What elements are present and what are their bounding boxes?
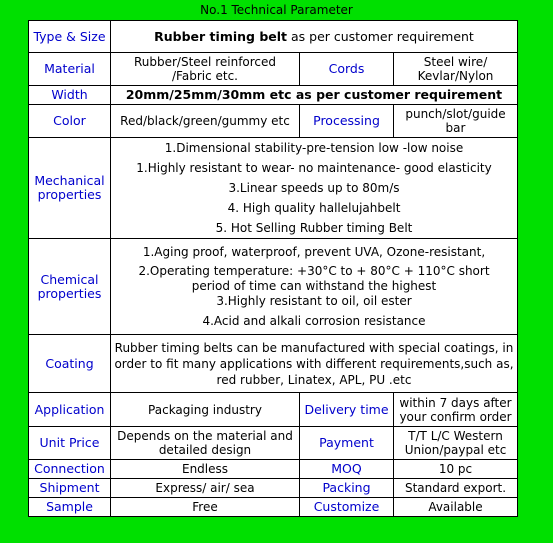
material-value: Rubber/Steel reinforced /Fabric etc.: [111, 53, 300, 86]
cords-label: Cords: [300, 53, 394, 86]
payment-value: T/T L/C Western Union/paypal etc: [394, 427, 518, 460]
mechanical-line: 5. Hot Selling Rubber timing Belt: [215, 221, 413, 235]
type-size-value: [111, 21, 518, 53]
unit-price-value: Depends on the material and detailed design: [111, 427, 300, 460]
moq-value: 10 pc: [394, 460, 518, 479]
mechanical-label: Mechanical properties: [29, 138, 111, 239]
processing-value: punch/slot/guide bar: [394, 105, 518, 138]
table-row: [29, 479, 518, 498]
mechanical-value: [111, 138, 518, 239]
coating-label: Coating: [29, 335, 111, 393]
table-row: [29, 53, 518, 86]
type-size-value-rest: as per customer requirement: [287, 28, 474, 44]
width-label: Width: [29, 86, 111, 105]
table-row: [29, 460, 518, 479]
table-row: [29, 498, 518, 517]
delivery-time-label: Delivery time: [300, 393, 394, 427]
table-row: [29, 86, 518, 105]
mechanical-line: 3.Linear speeds up to 80m/s: [228, 181, 400, 195]
application-label: Application: [29, 393, 111, 427]
chemical-line: 1.Aging proof, waterproof, prevent UVA, Ozone-resistant,: [142, 244, 486, 259]
color-label: Color: [29, 105, 111, 138]
shipment-value: Express/ air/ sea: [111, 479, 300, 498]
chemical-line: 2.Operating temperature: +30°C to + 80°C + 110°C short period of time can withstand the highest: [138, 263, 490, 293]
shipment-label: Shipment: [29, 479, 111, 498]
color-value: Red/black/green/gummy etc: [111, 105, 300, 138]
application-value: Packaging industry: [111, 393, 300, 427]
type-size-value-bold: Rubber timing belt: [154, 28, 288, 44]
table-row: [29, 335, 518, 393]
chemical-line: 4.Acid and alkali corrosion resistance: [202, 313, 426, 328]
coating-value: Rubber timing belts can be manufactured with special coatings, in order to fit many applications with different requirements,such as, red rubber, Linatex, APL, PU .etc: [111, 335, 518, 393]
chemical-label: Chemical properties: [29, 239, 111, 335]
customize-value: Available: [394, 498, 518, 517]
table-row: [29, 239, 518, 335]
customize-label: Customize: [300, 498, 394, 517]
payment-label: Payment: [300, 427, 394, 460]
sample-label: Sample: [29, 498, 111, 517]
sample-value: Free: [111, 498, 300, 517]
chemical-value: [111, 239, 518, 335]
packing-value: Standard export.: [394, 479, 518, 498]
table-row: [29, 105, 518, 138]
mechanical-line: 4. High quality hallelujahbelt: [227, 201, 401, 215]
connection-label: Connection: [29, 460, 111, 479]
unit-price-label: Unit Price: [29, 427, 111, 460]
moq-label: MOQ: [300, 460, 394, 479]
connection-value: Endless: [111, 460, 300, 479]
type-size-label: Type & Size: [29, 21, 111, 53]
cords-value: Steel wire/ Kevlar/Nylon: [394, 53, 518, 86]
table-row: [29, 21, 518, 53]
delivery-time-value: within 7 days after your confirm order: [394, 393, 518, 427]
technical-parameter-table: [28, 20, 518, 517]
mechanical-line: 1.Highly resistant to wear- no maintenance- good elasticity: [136, 161, 492, 175]
mechanical-line: 1.Dimensional stability-pre-tension low -low noise: [164, 141, 464, 155]
processing-label: Processing: [300, 105, 394, 138]
width-value: 20mm/25mm/30mm etc as per customer requirement: [111, 86, 518, 105]
table-caption: No.1 Technical Parameter: [200, 3, 353, 17]
chemical-line: 3.Highly resistant to oil, oil ester: [216, 293, 412, 308]
table-row: [29, 393, 518, 427]
table-row: [29, 138, 518, 239]
table-row: [29, 427, 518, 460]
material-label: Material: [29, 53, 111, 86]
packing-label: Packing: [300, 479, 394, 498]
